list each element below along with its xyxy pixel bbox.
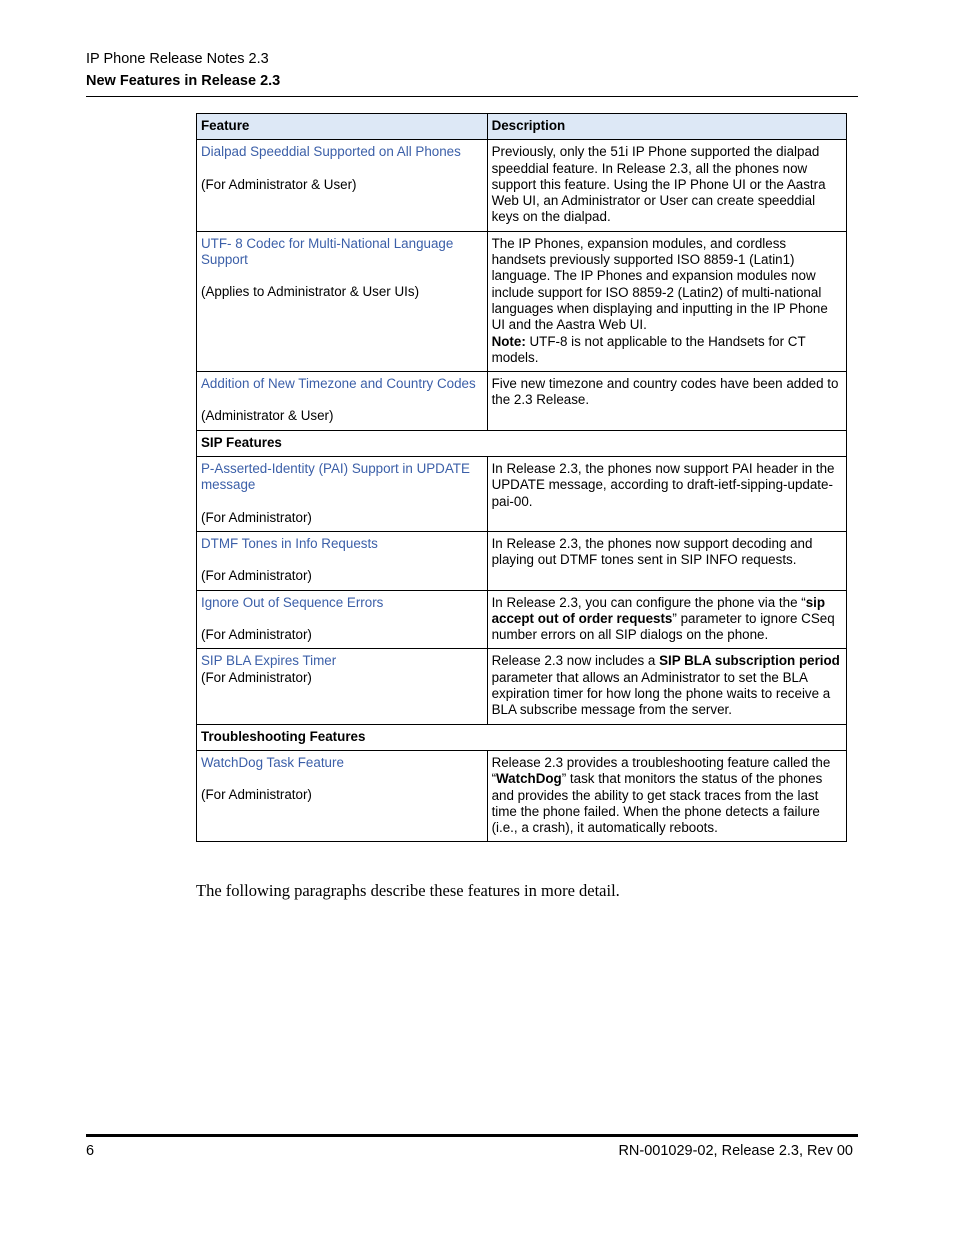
feature-cell [197,750,488,841]
description-text: In Release 2.3, you can configure the phone via the “ [491,594,806,610]
section-heading-troubleshooting: Troubleshooting Features [197,724,847,750]
feature-cell [197,457,488,532]
feature-audience: (For Administrator & User) [201,176,357,192]
description-cell [487,649,846,724]
body-paragraph: The following paragraphs describe these features in more detail. [196,881,620,900]
table-header-row [197,114,847,140]
note-text: UTF-8 is not applicable to the Handsets for CT models. [491,333,806,365]
footer-rule [86,1134,858,1137]
feature-cell [197,590,488,649]
feature-cell [197,531,488,590]
feature-link[interactable]: UTF- 8 Codec for Multi-National Language Support [201,235,454,268]
description-cell: Five new timezone and country codes have been added to the 2.3 Release. [487,372,846,431]
feature-cell [197,140,488,231]
header-rule [86,96,858,97]
description-cell: In Release 2.3, the phones now support PAI header in the UPDATE message, according to draft-ietf-sipping-update-pai-00. [487,457,846,532]
feature-cell [197,649,488,724]
description-cell: In Release 2.3, the phones now support decoding and playing out DTMF tones sent in SIP INFO requests. [487,531,846,590]
table-row [197,531,847,590]
section-row [197,724,847,750]
description-text: ” task that monitors the status of the phones and provides the ability to get stack traces from the last time the phone failed. When the phone detects a failure (i.e., a crash), it automatically reboots. [491,771,823,836]
table-row [197,140,847,231]
feature-link[interactable]: WatchDog Task Feature [201,754,344,770]
description-text: Release 2.3 provides a troubleshooting feature called the “ [491,754,831,787]
feature-audience: (For Administrator) [201,626,312,642]
document-title: IP Phone Release Notes 2.3 [86,51,269,67]
feature-audience: (Administrator & User) [201,408,334,424]
page-header [86,50,858,91]
feature-audience: (For Administrator) [201,669,312,685]
description-cell: Previously, only the 51i IP Phone supported the dialpad speeddial feature. In Release 2.3, all the phones now support this feature. Using the IP Phone UI or the Aastra Web UI, an Administrator or User can create speeddial keys on the dialpad. [487,140,846,231]
note-label: Note: [491,333,526,349]
feature-link[interactable]: Ignore Out of Sequence Errors [201,594,384,610]
table-row [197,649,847,724]
table-row [197,372,847,431]
feature-audience: (For Administrator) [201,568,312,584]
column-header-feature: Feature [197,114,488,140]
table-row [197,590,847,649]
feature-audience: (For Administrator) [201,787,312,803]
section-heading-sip: SIP Features [197,430,847,456]
parameter-name: sip accept out of order requests [491,594,826,626]
feature-cell [197,372,488,431]
parameter-name: WatchDog [496,771,562,787]
description-cell [487,590,846,649]
feature-link[interactable]: SIP BLA Expires Timer [201,653,337,669]
feature-link[interactable]: P-Asserted-Identity (PAI) Support in UPDATE message [201,461,470,493]
column-header-description: Description [487,114,846,140]
description-text: parameter that allows an Administrator to set the BLA expiration timer for how long the phone waits to receive a BLA subscribe message from the server. [491,669,831,718]
description-text: The IP Phones, expansion modules, and cordless handsets previously supported ISO 8859-1 (Latin1) language. The IP Phones and expansion modules now include support for ISO 8859-2 (Latin2) of multi-national languages when displaying and inputting in the IP Phone UI and the Aastra Web UI. [491,235,828,333]
document-id: RN-001029-02, Release 2.3, Rev 00 [618,1143,853,1159]
feature-cell [197,231,488,371]
feature-audience: (Applies to Administrator & User UIs) [201,284,420,300]
description-cell [487,750,846,841]
table-row [197,750,847,841]
feature-link[interactable]: DTMF Tones in Info Requests [201,535,378,551]
feature-link[interactable]: Addition of New Timezone and Country Codes [201,376,476,392]
table-row [197,231,847,371]
table-row [197,457,847,532]
description-text: Release 2.3 now includes a [491,653,660,669]
description-text: ” parameter to ignore CSeq number errors on all SIP dialogs on the phone. [491,610,835,643]
feature-link[interactable]: Dialpad Speeddial Supported on All Phones [201,144,461,160]
page-number: 6 [86,1143,95,1159]
feature-audience: (For Administrator) [201,509,312,525]
description-cell [487,231,846,371]
section-row [197,430,847,456]
section-title: New Features in Release 2.3 [86,73,281,89]
parameter-name: SIP BLA subscription period [659,653,840,669]
features-table [196,113,847,842]
